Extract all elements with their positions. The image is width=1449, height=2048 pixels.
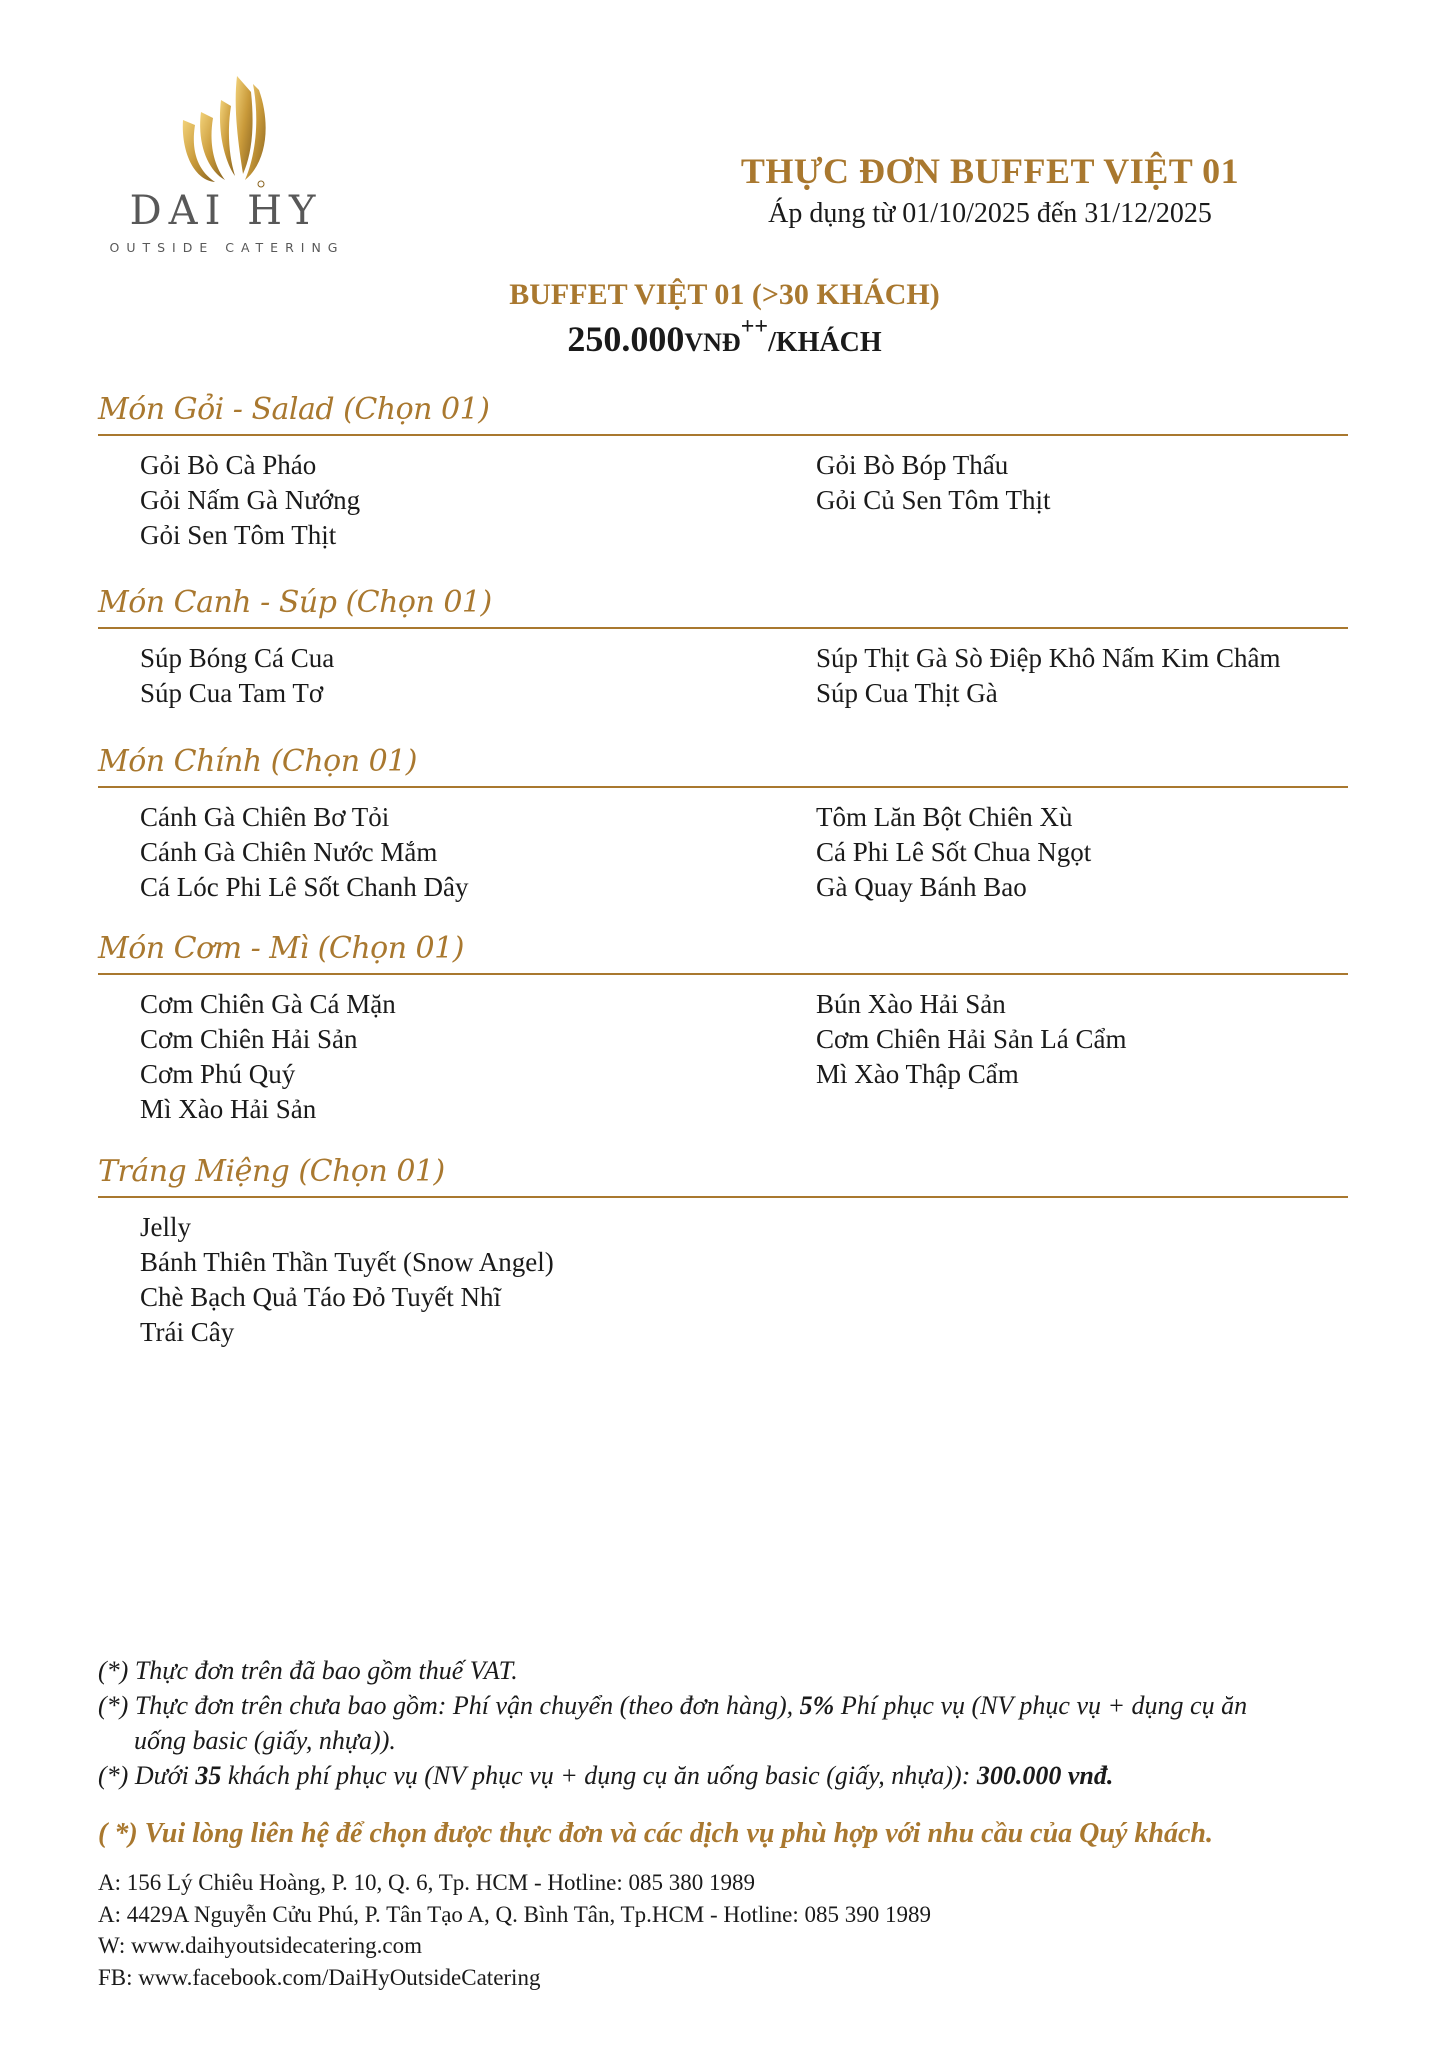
menu-item: Cánh Gà Chiên Nước Mắm [140,837,438,867]
price-currency: VNĐ [684,328,741,357]
price-plus: ++ [740,314,769,340]
menu-item: Gỏi Sen Tôm Thịt [140,520,337,550]
address-line: A: 4429A Nguyễn Cửu Phú, P. Tân Tạo A, Q. Bình Tân, Tp.HCM - Hotline: 085 390 1989 [98,1901,932,1927]
section-main [98,742,1348,902]
note-under-text: (*) Dưới [98,1761,196,1790]
menu-item: Jelly [140,1212,191,1242]
buffet-title: BUFFET VIỆT 01 (>30 KHÁCH) [509,278,940,311]
section-divider [98,973,1348,975]
note-under-guests [98,1758,1398,1793]
menu-item: Súp Cua Tam Tơ [140,678,324,708]
menu-item: Trái Cây [140,1317,235,1347]
section-dessert [98,1152,1348,1347]
menu-item: Cá Lóc Phi Lê Sốt Chanh Dây [140,872,469,902]
section-title: Món Chính (Chọn 01) [98,744,417,779]
note-fees-text: (*) Thực đơn trên chưa bao gồm: Phí vận chuyển (theo đơn hàng), [98,1691,800,1720]
logo-tagline: OUTSIDE CATERING [109,240,345,255]
note-fees-continued: uống basic (giấy, nhựa)). [134,1726,396,1755]
website-line[interactable]: W: www.daihyoutsidecatering.com [98,1933,423,1958]
section-divider [98,786,1348,788]
note-fees-text-2: Phí phục vụ (NV phục vụ + dụng cụ ăn [834,1691,1248,1720]
note-under-amount: 300.000 vnđ. [976,1761,1114,1790]
menu-item: Tôm Lăn Bột Chiên Xù [816,802,1073,832]
menu-item: Mì Xào Hải Sản [140,1094,317,1124]
menu-item: Mì Xào Thập Cẩm [816,1059,1019,1089]
contact-call-to-action: ( *) Vui lòng liên hệ để chọn được thực đơn và các dịch vụ phù hợp với nhu cầu của Quý khách. [98,1818,1213,1849]
menu-item: Chè Bạch Quả Táo Đỏ Tuyết Nhĩ [140,1282,501,1312]
menu-item: Gỏi Bò Bóp Thấu [816,450,1009,480]
note-fees [98,1688,1398,1723]
facebook-line[interactable]: FB: www.facebook.com/DaiHyOutsideCatering [98,1964,541,1990]
section-title: Tráng Miệng (Chọn 01) [98,1154,445,1189]
section-divider [98,627,1348,629]
section-title: Món Canh - Súp (Chọn 01) [98,585,492,620]
notes-block [98,1653,1398,1793]
section-soup [98,583,1348,708]
section-salad [98,390,1348,550]
price-line [0,314,1449,360]
menu-item: Bún Xào Hải Sản [816,989,1006,1019]
menu-item: Cơm Chiên Gà Cá Mặn [140,989,396,1019]
note-under-count: 35 [195,1761,222,1790]
menu-title: THỰC ĐƠN BUFFET VIỆT 01 [740,151,1240,191]
logo-wordmark: DAI HY [129,188,323,234]
price-amount: 250.000 [567,319,685,359]
logo-emblem-icon [173,70,273,190]
contact-info [98,1867,1398,1993]
menu-item: Bánh Thiên Thần Tuyết (Snow Angel) [140,1247,554,1277]
brand-logo [98,70,348,260]
section-divider [98,1196,1348,1198]
menu-date-range: Áp dụng từ 01/10/2025 đến 31/12/2025 [768,198,1212,229]
menu-item: Súp Thịt Gà Sò Điệp Khô Nấm Kim Châm [816,643,1281,673]
menu-item: Gà Quay Bánh Bao [816,872,1027,902]
note-vat: (*) Thực đơn trên đã bao gồm thuế VAT. [98,1656,518,1685]
menu-item: Cá Phi Lê Sốt Chua Ngọt [816,837,1092,867]
menu-item: Gỏi Nấm Gà Nướng [140,485,361,515]
menu-item: Súp Cua Thịt Gà [816,678,998,708]
note-under-text-2: khách phí phục vụ (NV phục vụ + dụng cụ ăn uống basic (giấy, nhựa)): [221,1761,977,1790]
menu-item: Cơm Chiên Hải Sản Lá Cẩm [816,1024,1127,1054]
menu-item: Gỏi Bò Cà Pháo [140,450,317,480]
section-rice-noodle [98,929,1348,1124]
menu-item: Cơm Chiên Hải Sản [140,1024,358,1054]
menu-item: Súp Bóng Cá Cua [140,643,335,673]
section-divider [98,434,1348,436]
menu-item: Cánh Gà Chiên Bơ Tỏi [140,802,390,832]
menu-item: Cơm Phú Quý [140,1059,296,1089]
section-title: Món Gỏi - Salad (Chọn 01) [98,392,490,427]
address-line: A: 156 Lý Chiêu Hoàng, P. 10, Q. 6, Tp. HCM - Hotline: 085 380 1989 [98,1870,755,1895]
price-per-guest: /KHÁCH [768,327,882,358]
note-fees-percent: 5% [799,1691,835,1720]
menu-item: Gỏi Củ Sen Tôm Thịt [816,485,1051,515]
section-title: Món Cơm - Mì (Chọn 01) [98,931,464,966]
